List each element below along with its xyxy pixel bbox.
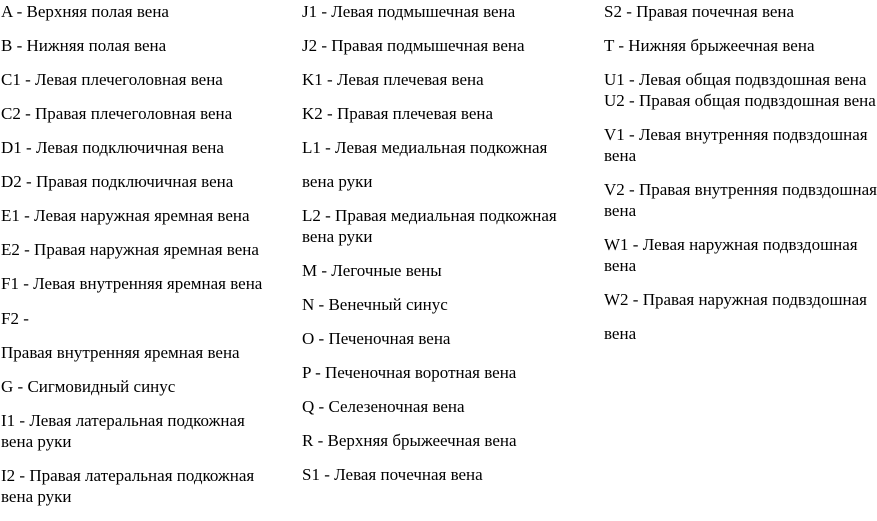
legend-entry-u1: U1 - Левая общая подвздошная вена [604,70,867,89]
legend-entry-q: Q - Селезеночная вена [302,397,465,416]
legend-entry-w2-cont: вена [604,324,637,343]
legend-entry-w2: W2 - Правая наружная подвздошная [604,290,867,309]
legend-entry-a: A - Верхняя полая вена [1,2,169,21]
legend-entry-l1-cont: вена руки [302,172,373,191]
legend-entry-e2: E2 - Правая наружная яремная вена [1,240,259,259]
legend-entry-c1: C1 - Левая плечеголовная вена [1,70,223,89]
legend-entry-u2: U2 - Правая общая подвздошная вена [604,91,876,110]
legend-entry-b: B - Нижняя полая вена [1,36,167,55]
legend-entry-p: P - Печеночная воротная вена [302,363,517,382]
legend-entry-k2: K2 - Правая плечевая вена [302,104,494,123]
legend-entry-v2: V2 - Правая внутренняя подвздошная [604,180,877,199]
legend-entry-i1: I1 - Левая латеральная подкожная [1,411,245,430]
legend-entry-m: M - Легочные вены [302,261,442,280]
legend-entry-l2: L2 - Правая медиальная подкожная [302,206,557,225]
legend-entry-j2: J2 - Правая подмышечная вена [302,36,525,55]
legend-entry-f2: F2 - [1,309,29,328]
legend-entry-s2: S2 - Правая почечная вена [604,2,795,21]
legend-entry-f1: F1 - Левая внутренняя яремная вена [1,274,263,293]
legend-entry-l1: L1 - Левая медиальная подкожная [302,138,548,157]
legend-entry-e1: E1 - Левая наружная яремная вена [1,206,250,225]
legend-entry-n: N - Венечный синус [302,295,448,314]
legend-entry-g: G - Сигмовидный синус [1,377,176,396]
legend-entry-j1: J1 - Левая подмышечная вена [302,2,516,21]
legend-entry-o: O - Печеночная вена [302,329,451,348]
legend-entry-s1: S1 - Левая почечная вена [302,465,483,484]
legend-entry-w1: W1 - Левая наружная подвздошная [604,235,858,254]
legend-entry-i1-cont: вена руки [1,432,72,451]
legend-entry-c2: C2 - Правая плечеголовная вена [1,104,233,123]
legend-entry-d1: D1 - Левая подключичная вена [1,138,224,157]
legend-entry-w1-cont: вена [604,256,637,275]
legend-entry-t: T - Нижняя брыжеечная вена [604,36,815,55]
legend-entry-f2-cont: Правая внутренняя яремная вена [1,343,240,362]
legend-entry-l2-cont: вена руки [302,227,373,246]
legend-entry-d2: D2 - Правая подключичная вена [1,172,234,191]
legend-entry-k1: K1 - Левая плечевая вена [302,70,484,89]
legend-entry-v2-cont: вена [604,201,637,220]
legend-entry-r: R - Верхняя брыжеечная вена [302,431,517,450]
legend-entry-v1-cont: вена [604,146,637,165]
legend-entry-v1: V1 - Левая внутренняя подвздошная [604,125,868,144]
legend-column-3 [604,0,877,521]
legend-entry-i2-cont: вена руки [1,487,72,506]
legend-entry-i2: I2 - Правая латеральная подкожная [1,466,255,485]
